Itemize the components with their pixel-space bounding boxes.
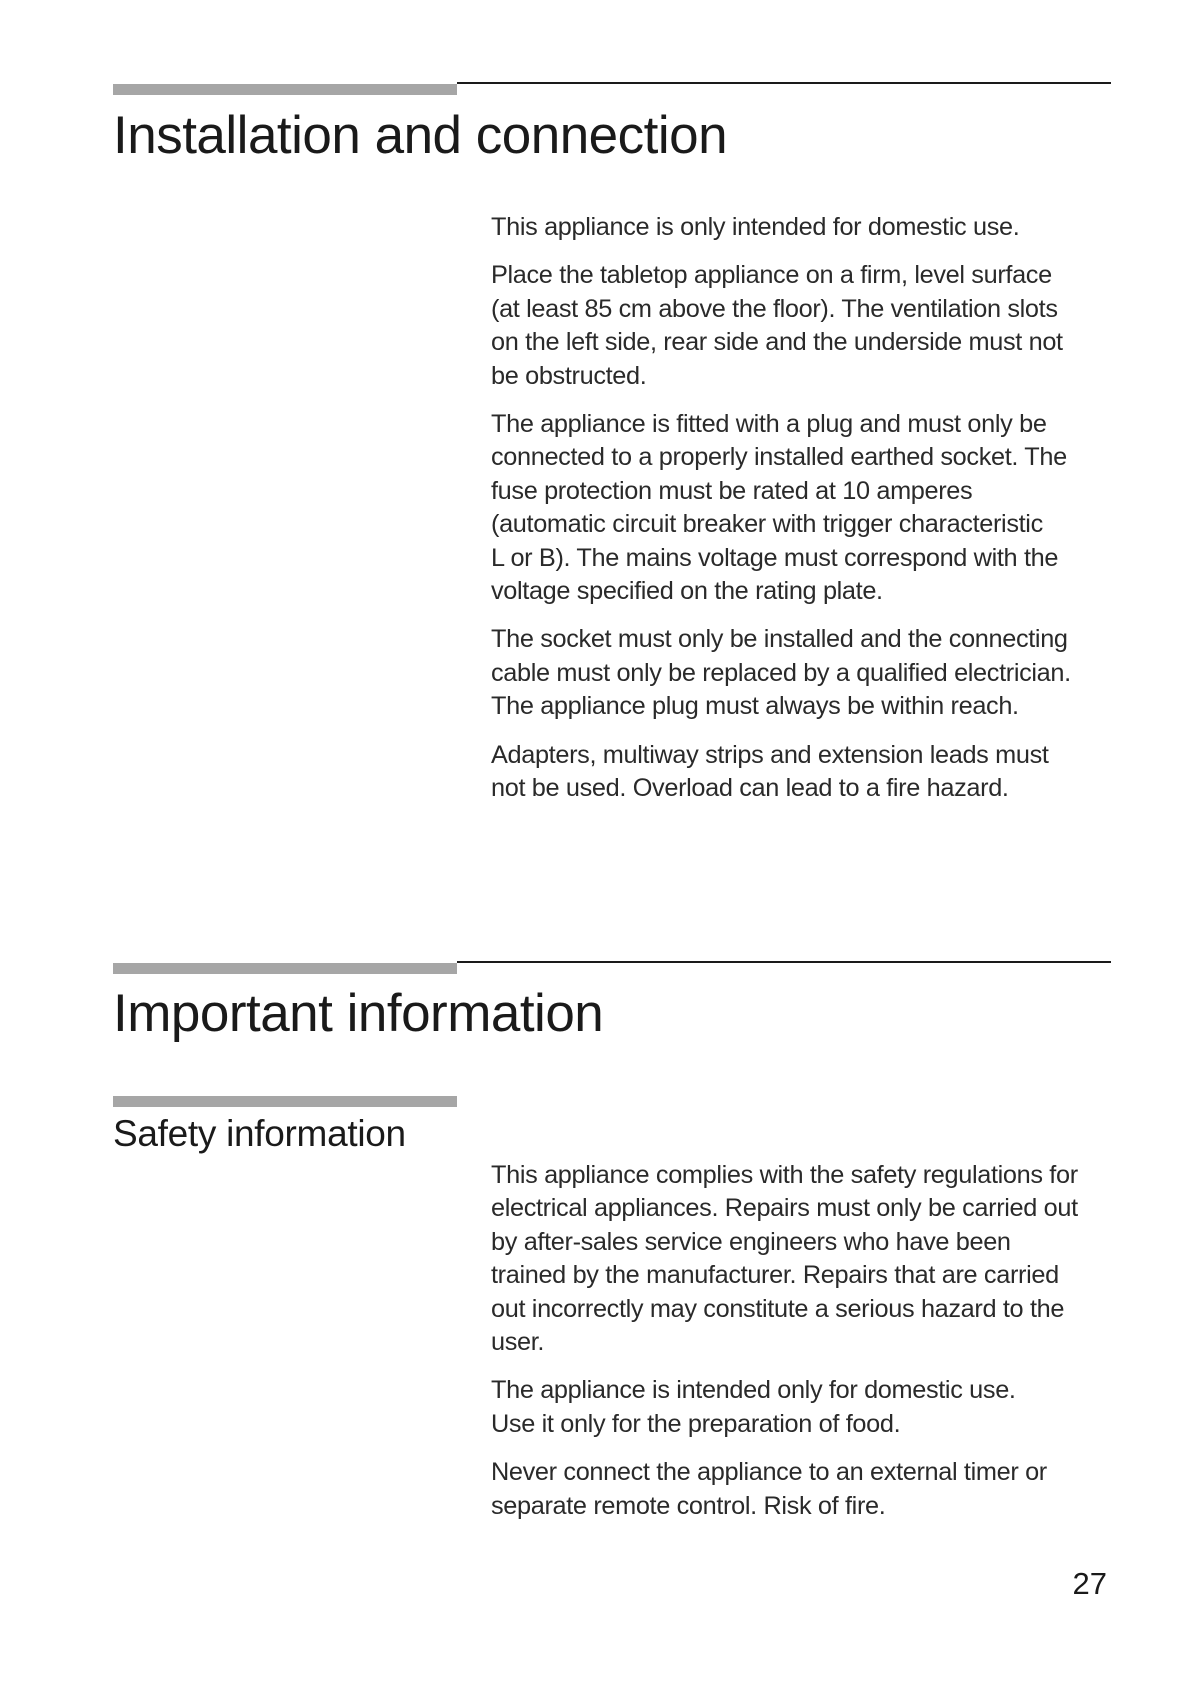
- section-heading-important: Important information: [113, 984, 604, 1043]
- paragraph: Never connect the appliance to an external timer or separate remote control. Risk of fire.: [491, 1458, 1047, 1520]
- paragraph: Adapters, multiway strips and extension leads must not be used. Overload can lead to a fire hazard.: [491, 740, 1049, 803]
- section-heading-installation: Installation and connection: [113, 106, 728, 165]
- paragraph: The socket must only be installed and the connecting cable must only be replaced by a qualified electrician. The appliance plug must always be within reach.: [491, 625, 1071, 721]
- subsection-marker-bar: [113, 1096, 457, 1107]
- safety-body: [491, 1159, 1131, 1538]
- paragraph: This appliance is only intended for domestic use.: [491, 213, 1020, 241]
- paragraph: The appliance is intended only for domestic use. Use it only for the preparation of food.: [491, 1376, 1016, 1438]
- paragraph: Place the tabletop appliance on a firm, level surface (at least 85 cm above the floor). The ventilation slots on the left side, rear side and the underside must not be obstructed.: [491, 261, 1063, 390]
- installation-body: [491, 211, 1131, 821]
- subsection-heading-safety: Safety information: [113, 1113, 406, 1154]
- section-marker-bar: [113, 963, 457, 974]
- section-marker-bar: [113, 84, 457, 95]
- paragraph: This appliance complies with the safety regulations for electrical appliances. Repairs must only be carried out by after-sales service engineers who have been trained by the manufacturer. Repairs that are carried out incorrectly may constitute a serious hazard to the user.: [491, 1161, 1078, 1357]
- section-divider-line: [457, 961, 1111, 963]
- section-divider-line: [457, 82, 1111, 84]
- page-number: 27: [1072, 1566, 1107, 1601]
- paragraph: The appliance is fitted with a plug and must only be connected to a properly installed earthed socket. The fuse protection must be rated at 10 amperes (automatic circuit breaker with trigger characteristic L or B). The mains voltage must correspond with the voltage specified on the rating plate.: [491, 410, 1067, 606]
